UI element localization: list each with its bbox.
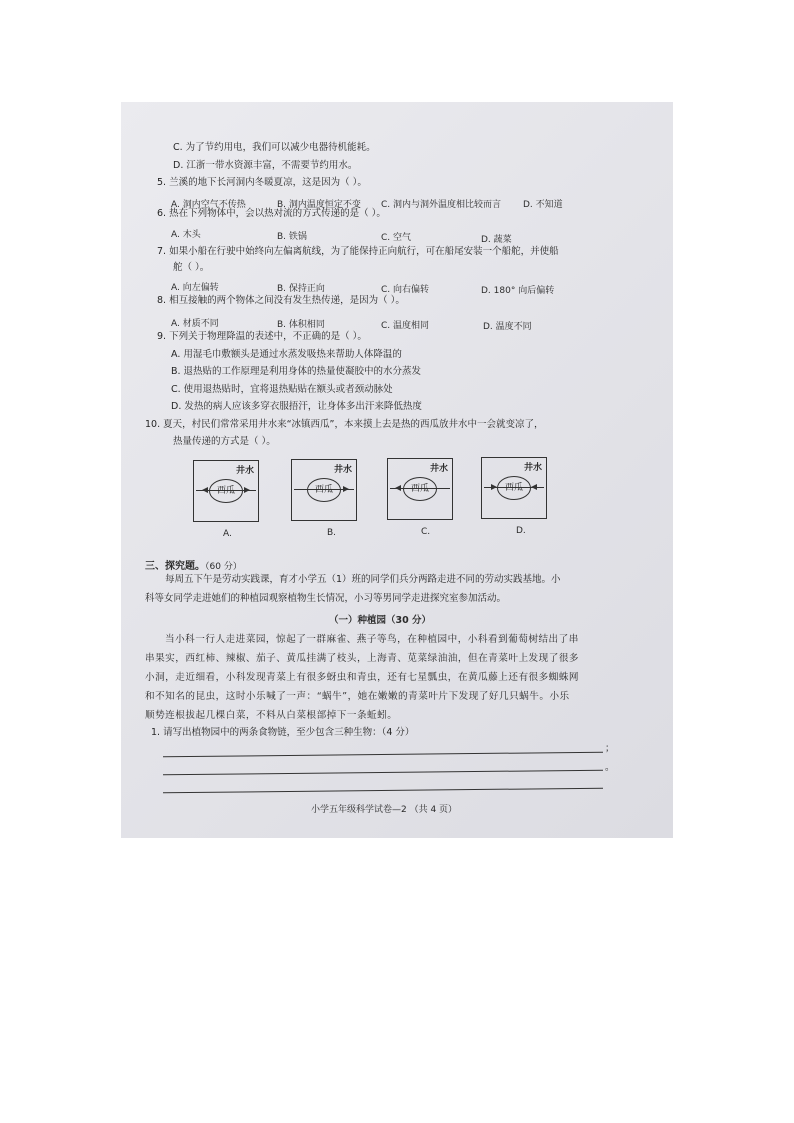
q7-option-d: D. 180° 向后偏转: [481, 286, 555, 296]
q7-option-a: A. 向左偏转: [171, 283, 219, 293]
q5-option-c: C. 洞内与洞外温度相比较而言: [381, 200, 502, 210]
q9-option-d: D. 发热的病人应该多穿衣服捂汗，让身体多出汗来降低热度: [171, 401, 422, 412]
q10-stem-line2: 热量传递的方式是（ ）。: [173, 436, 276, 447]
section-3-score: （60 分）: [205, 562, 242, 572]
q6-stem: 6. 热在下列物体中，会以热对流的方式传递的是（ ）。: [157, 208, 386, 219]
diagram-c: [387, 458, 453, 520]
section-3-heading: 三、探究题。: [145, 561, 205, 572]
q5-option-a: A. 洞内空气不传热: [171, 200, 246, 210]
q7-option-c: C. 向右偏转: [381, 285, 430, 295]
diagram-b: [291, 459, 357, 521]
q8-stem: 8. 相互接触的两个物体之间没有发生热传递，是因为（ ）。: [157, 295, 405, 306]
watermelon-circle: 西瓜: [403, 477, 437, 501]
story-line-1: 当小科一行人走进菜园，惊起了一群麻雀、燕子等鸟，在种植园中，小科看到葡萄树结出了串: [165, 634, 579, 645]
well-water-label: 井水: [429, 464, 448, 474]
section-3-title: [145, 557, 242, 572]
q8-option-a: A. 材质不同: [171, 319, 219, 329]
exam-paper-photo: [121, 102, 673, 838]
q5-option-b: B. 洞内温度恒定不变: [277, 200, 361, 210]
diagram-c-label: C.: [421, 527, 431, 537]
q6-option-b: B. 铁锅: [277, 232, 307, 242]
answer-line-2-period: 。: [605, 762, 615, 773]
q8-option-d: D. 温度不同: [483, 322, 532, 332]
q5-option-d: D. 不知道: [523, 200, 563, 210]
story-line-5: 顺势连根拔起几棵白菜，不料从白菜根部掉下一条蚯蚓。: [145, 710, 398, 721]
q9-option-c: C. 使用退热贴时，宜将退热贴贴在额头或者颈动脉处: [171, 384, 393, 395]
well-water-label: 井水: [235, 466, 254, 476]
well-water-label: 井水: [523, 463, 542, 473]
story-line-3: 小洞，走近细看，小科发现青菜上有很多蚜虫和青虫，还有七星瓢虫，在黄瓜藤上还有很多蜘蛛网: [145, 672, 580, 683]
arrow-left-icon: [388, 459, 452, 519]
watermelon-circle: 西瓜: [307, 478, 341, 502]
q5-stem: 5. 兰溪的地下长河洞内冬暖夏凉，这是因为（ ）。: [157, 177, 367, 188]
q6-option-c: C. 空气: [381, 233, 412, 243]
arrow-right-icon: [292, 460, 356, 520]
q10-stem-line1: 10. 夏天，村民们常常采用井水来“冰镇西瓜”，本来摸上去是热的西瓜放井水中一会就变凉了，: [145, 419, 544, 430]
q6-option-a: A. 木头: [171, 230, 201, 240]
diagram-a-label: A.: [223, 529, 232, 539]
story-line-2: 串果实，西红柿、辣椒、茄子、黄瓜挂满了枝头，上海青、苋菜绿油油，但在青菜叶上发现了很多: [145, 653, 580, 664]
q1-prompt: 1. 请写出植物园中的两条食物链，至少包含三种生物：（4 分）: [151, 727, 415, 738]
arrow-inward-icon: [482, 458, 546, 518]
page-footer: 小学五年级科学试卷—2 （共 4 页）: [311, 805, 458, 815]
arrow-outward-icon: [194, 461, 258, 521]
diagram-b-label: B.: [327, 528, 337, 538]
q8-option-b: B. 体积相同: [277, 320, 325, 330]
q7-stem-line2: 舵（ ）。: [173, 262, 210, 273]
diagram-d: [481, 457, 547, 519]
q4-option-c: C. 为了节约用电，我们可以减少电器待机能耗。: [173, 142, 376, 153]
q4-option-d: D. 江浙一带水资源丰富，不需要节约用水。: [173, 160, 358, 171]
answer-line-2[interactable]: [163, 770, 603, 776]
diagram-d-label: D.: [516, 526, 526, 536]
q9-option-a: A. 用湿毛巾敷额头是通过水蒸发吸热来帮助人体降温的: [171, 349, 402, 360]
diagram-a: [193, 460, 259, 522]
section-3-intro-line2: 科等女同学走进她们的种植园观察植物生长情况，小习等男同学走进探究室参加活动。: [145, 593, 507, 604]
watermelon-circle: 西瓜: [209, 479, 243, 503]
q7-option-b: B. 保持正向: [277, 284, 325, 294]
well-water-label: 井水: [333, 465, 352, 475]
story-line-4: 和不知名的昆虫，这时小乐喊了一声：“蜗牛”，她在嫩嫩的青菜叶片下发现了好几只蜗牛。小乐: [145, 691, 570, 702]
answer-line-1-semicolon: ；: [605, 743, 615, 754]
section-3-intro-line1: 每周五下午是劳动实践课，育才小学五（1）班的同学们兵分两路走进不同的劳动实践基地。小: [165, 574, 561, 585]
section-subtitle: （一）种植园（30 分）: [329, 615, 432, 626]
q9-option-b: B. 退热贴的工作原理是利用身体的热量使凝胶中的水分蒸发: [171, 366, 422, 377]
q8-option-c: C. 温度相同: [381, 321, 430, 331]
q6-option-d: D. 蔬菜: [481, 235, 512, 245]
answer-line-1[interactable]: [163, 752, 603, 758]
q7-stem-line1: 7. 如果小船在行驶中始终向左偏离航线，为了能保持正向航行，可在船尾安装一个船舵，并使船: [157, 246, 559, 257]
watermelon-circle: 西瓜: [497, 476, 531, 500]
answer-line-3[interactable]: [163, 788, 603, 794]
q9-stem: 9. 下列关于物理降温的表述中，不正确的是（ ）。: [157, 331, 367, 342]
